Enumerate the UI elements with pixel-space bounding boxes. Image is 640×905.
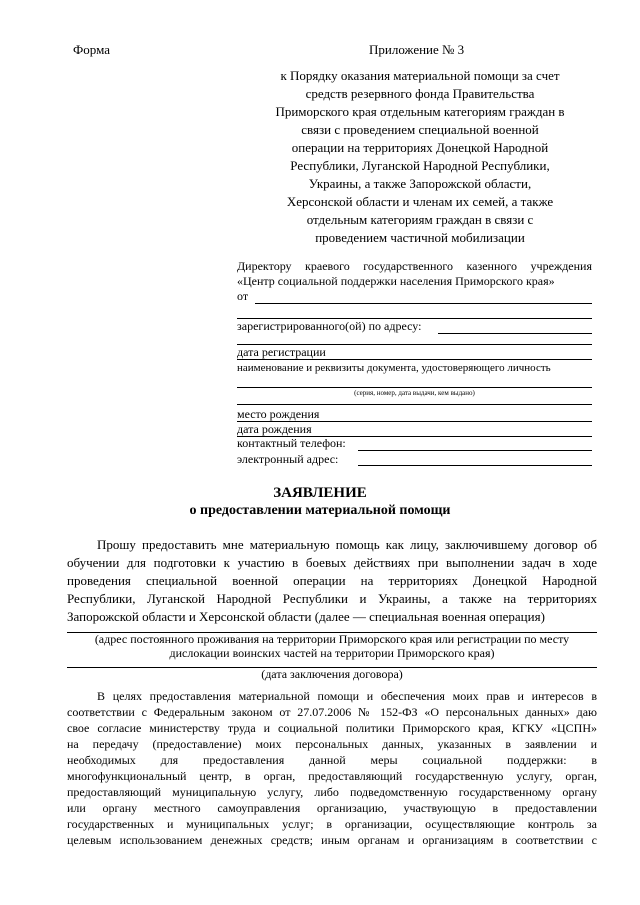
- appendix-line: Приморского края отдельным категориям граждан в: [275, 104, 565, 119]
- appendix-line: Херсонской области и членам их семей, а также: [286, 194, 554, 209]
- appendix-label: Приложение № 3: [369, 42, 465, 57]
- paragraph-line: необходимых для предоставления данной меры социальной поддержки: в: [67, 753, 597, 767]
- paragraph-line: или органу местного самоуправления организацию, участвующую в предоставлении: [67, 801, 597, 815]
- paragraph-line: Запорожской области и Херсонской области (далее — специальная военная операция): [67, 609, 545, 624]
- registration-date-label: дата регистрации: [237, 345, 326, 359]
- phone-label: контактный телефон:: [237, 436, 346, 450]
- document-subtitle: о предоставлении материальной помощи: [189, 503, 451, 518]
- paragraph-line: целевым использованием денежных средств; иным органам и организациям в соответствии с: [67, 833, 597, 847]
- identity-document-label: наименование и реквизиты документа, удостоверяющего личность: [237, 362, 551, 374]
- paragraph-line: В целях предоставления материальной помощи и обеспечения моих прав и интересов в: [97, 689, 597, 703]
- paragraph-line: Прошу предоставить мне материальную помощь как лицу, заключившему договор об: [97, 537, 597, 552]
- email-field[interactable]: [358, 465, 592, 466]
- registered-address-field[interactable]: [438, 333, 592, 334]
- addressee-line: «Центр социальной поддержки населения Приморского края»: [237, 274, 555, 288]
- identity-document-field-continued[interactable]: [237, 404, 592, 405]
- appendix-line: Украины, а также Запорожской области,: [308, 176, 532, 191]
- appendix-line: связи с проведением специальной военной: [301, 122, 539, 137]
- contract-date-caption: (дата заключения договора): [261, 667, 403, 681]
- identity-document-hint: (серия, номер, дата выдачи, кем выдано): [354, 389, 475, 397]
- from-field[interactable]: [255, 303, 592, 304]
- appendix-line: к Порядку оказания материальной помощи за счет: [280, 68, 560, 83]
- paragraph-line: проведения специальной военной операции на территориях Донецкой Народной: [67, 573, 597, 588]
- identity-document-field[interactable]: [237, 387, 592, 388]
- registration-date-field[interactable]: [237, 359, 592, 360]
- registered-label: зарегистрированного(ой) по адресу:: [237, 319, 422, 333]
- paragraph-line: обучении для подготовки к участию в боевых действиях при выполнении задач в ходе: [67, 555, 597, 570]
- phone-field[interactable]: [358, 450, 592, 451]
- paragraph-line: соответствии с Федеральным законом от 27.07.2006 № 152-ФЗ «О персональных данных» даю: [67, 705, 597, 719]
- appendix-line: операции на территориях Донецкой Народной: [291, 140, 549, 155]
- document-title: ЗАЯВЛЕНИЕ: [273, 485, 367, 501]
- birthplace-label: место рождения: [237, 407, 320, 421]
- appendix-line: Республики, Луганской Народной Республики,: [290, 158, 550, 173]
- form-label: Форма: [73, 42, 110, 57]
- residence-address-caption: (адрес постоянного проживания на территории Приморского края или регистрации по месту: [94, 632, 570, 646]
- paragraph-line: на передачу (предоставление) моих персональных данных, указанных в заявлении и: [67, 737, 597, 751]
- from-label: от: [237, 289, 249, 303]
- paragraph-line: предоставляющий муниципальную услугу, либо подведомственную государственному органу: [67, 785, 597, 799]
- paragraph-line: государственных и муниципальных услуг; в организации, осуществляющие контроль за: [67, 817, 597, 831]
- email-label: электронный адрес:: [237, 452, 339, 466]
- appendix-line: отдельным категориям граждан в связи с: [306, 212, 534, 227]
- appendix-line: проведением частичной мобилизации: [315, 230, 525, 245]
- birthdate-label: дата рождения: [237, 422, 312, 436]
- paragraph-line: Республики, Луганской Народной Республики и Украины, а также на территориях: [67, 591, 597, 606]
- appendix-line: средств резервного фонда Правительства: [305, 86, 535, 101]
- paragraph-line: многофункциональный центр, в орган, предоставляющий государственную услугу, орган,: [67, 769, 597, 783]
- paragraph-line: свое согласие министерству труда и социальной политики Приморского края, КГКУ «ЦСПН»: [67, 721, 597, 735]
- residence-address-caption: дислокации воинских частей на территории Приморского края): [169, 646, 495, 660]
- addressee-line: Директору краевого государственного казенного учреждения: [237, 259, 592, 273]
